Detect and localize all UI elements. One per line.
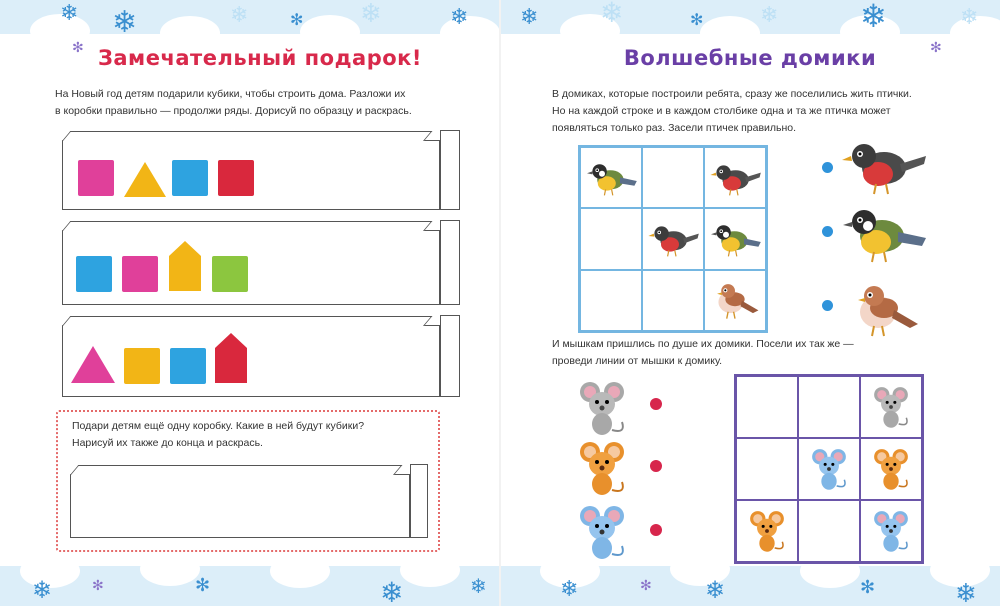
- snowflake-icon: ✻: [930, 39, 942, 55]
- mouse-task-line: проведи линии от мышки к домику.: [552, 355, 723, 367]
- bird-house-cell[interactable]: [704, 147, 766, 208]
- mouse-house-cell[interactable]: [736, 376, 798, 438]
- left-page-title: Замечательный подарок!: [97, 46, 423, 70]
- snowflake-icon: ❄: [705, 577, 726, 604]
- snowflake-icon: ❄: [600, 0, 624, 28]
- sparrow-option: [848, 280, 920, 343]
- page-gutter: [499, 0, 501, 606]
- bird-connector-dot[interactable]: [822, 300, 833, 311]
- mouse-house-cell[interactable]: [860, 500, 922, 562]
- snowflake-icon: ❄: [450, 4, 469, 29]
- pink-square-block: [122, 256, 158, 292]
- intro-line: На Новый год детям подарили кубики, чтобы строить дома. Разложи их: [55, 88, 406, 100]
- bird-house-cell[interactable]: [704, 208, 766, 269]
- bird-task-line: появляться только раз. Засели птичек правильно.: [552, 122, 797, 134]
- yellow-house-block: [168, 240, 202, 292]
- extra-box-task-text: [72, 418, 432, 452]
- red-square-block: [218, 160, 254, 196]
- grey-mouse-icon: [868, 384, 914, 430]
- box-end-flap: [440, 220, 460, 305]
- cloud-decoration: [160, 16, 220, 50]
- bird-house-cell[interactable]: [642, 270, 704, 331]
- snowflake-icon: ❄: [230, 2, 249, 27]
- intro-line: в коробки правильно — продолжи ряды. Дорисуй по образцу и раскрась.: [55, 105, 412, 117]
- mouse-house-cell[interactable]: [860, 376, 922, 438]
- pink-triangle-block: [70, 344, 116, 384]
- box-body: [62, 230, 440, 305]
- cloud-decoration: [440, 16, 500, 50]
- cloud-decoration: [700, 16, 760, 50]
- snowflake-icon: ✻: [690, 12, 704, 29]
- mouse-house-cell[interactable]: [798, 376, 860, 438]
- bullfinch-icon: [646, 219, 700, 259]
- right-page-title: Волшебные домики: [623, 46, 877, 70]
- blue-mouse-option: [572, 502, 632, 567]
- yellow-square-block: [124, 348, 160, 384]
- mouse-task-text: [552, 336, 952, 370]
- snowflake-icon: ❄: [760, 2, 779, 27]
- task-line: Подари детям ещё одну коробку. Какие в ней будут кубики?: [72, 420, 365, 432]
- snowflake-icon: ❄: [955, 578, 977, 608]
- orange-mouse-icon: [868, 446, 914, 492]
- mouse-house-cell[interactable]: [798, 438, 860, 500]
- orange-mouse-icon: [744, 508, 790, 554]
- snowflake-icon: ✻: [860, 577, 876, 597]
- mouse-connector-dot[interactable]: [650, 398, 662, 410]
- mouse-house-cell[interactable]: [736, 438, 798, 500]
- mouse-house-cell[interactable]: [798, 500, 860, 562]
- snowflake-icon: ❄: [60, 0, 79, 25]
- snowflake-icon: ✻: [92, 577, 104, 593]
- grey-mouse-option: [572, 378, 632, 443]
- box-end-flap: [440, 315, 460, 397]
- tit-icon: [708, 219, 762, 259]
- bird-connector-dot[interactable]: [822, 226, 833, 237]
- mouse-house-cell[interactable]: [736, 500, 798, 562]
- empty-box-to-draw[interactable]: [70, 474, 410, 538]
- mouse-connector-dot[interactable]: [650, 460, 662, 472]
- cloud-decoration: [270, 554, 330, 588]
- bird-house-cell[interactable]: [580, 270, 642, 331]
- snowflake-icon: ✻: [72, 39, 84, 55]
- cloud-decoration: [300, 15, 360, 49]
- snowflake-icon: ✻: [640, 577, 652, 593]
- bird-house-cell[interactable]: [642, 147, 704, 208]
- bullfinch-option: [838, 134, 928, 201]
- bird-house-cell[interactable]: [580, 147, 642, 208]
- blue-mouse-icon: [806, 446, 852, 492]
- mouse-houses-grid: [734, 374, 924, 564]
- cloud-decoration: [400, 553, 460, 587]
- red-house-block: [214, 332, 248, 384]
- yellow-triangle-block: [123, 160, 167, 198]
- blue-square-block: [76, 256, 112, 292]
- task-line: Нарисуй их также до конца и раскрась.: [72, 437, 263, 449]
- snowflake-icon: ❄: [960, 4, 979, 29]
- snowflake-icon: ❄: [520, 4, 539, 29]
- snowflake-icon: ❄: [860, 0, 887, 34]
- bird-task-line: Но на каждой строке и в каждом столбике одна и та же птичка может: [552, 105, 891, 117]
- tit-icon: [584, 158, 638, 198]
- green-square-block: [212, 256, 248, 292]
- box-body: [62, 325, 440, 397]
- snowflake-icon: ❄: [32, 577, 53, 604]
- bullfinch-icon: [708, 158, 762, 198]
- bird-connector-dot[interactable]: [822, 162, 833, 173]
- bird-houses-grid: [578, 145, 768, 333]
- snowflake-icon: ❄: [360, 0, 382, 28]
- orange-mouse-option: [572, 438, 632, 503]
- mouse-house-cell[interactable]: [860, 438, 922, 500]
- mouse-task-line: И мышкам пришлись по душе их домики. Посели их так же —: [552, 338, 854, 350]
- snowflake-icon: ✻: [195, 575, 211, 595]
- snowflake-icon: ❄: [112, 6, 138, 39]
- bird-task-line: В домиках, которые построили ребята, сразу же поселились жить птички.: [552, 88, 912, 100]
- cloud-decoration: [140, 552, 200, 586]
- blue-square-block: [172, 160, 208, 196]
- pink-square-block: [78, 160, 114, 196]
- bird-task-text: [552, 86, 972, 137]
- left-intro-text: [55, 86, 475, 120]
- blue-mouse-icon: [868, 508, 914, 554]
- snowflake-icon: ❄: [560, 576, 579, 601]
- box-end-flap: [440, 130, 460, 210]
- blue-square-block: [170, 348, 206, 384]
- snowflake-icon: ✻: [290, 12, 304, 29]
- tit-option: [838, 202, 928, 269]
- snowflake-icon: ❄: [380, 577, 404, 608]
- box-end-flap: [410, 464, 428, 538]
- sparrow-icon: [708, 280, 762, 320]
- bird-house-cell[interactable]: [642, 208, 704, 269]
- bird-house-cell[interactable]: [704, 270, 766, 331]
- mouse-connector-dot[interactable]: [650, 524, 662, 536]
- snowflake-icon: ❄: [470, 576, 487, 598]
- bird-house-cell[interactable]: [580, 208, 642, 269]
